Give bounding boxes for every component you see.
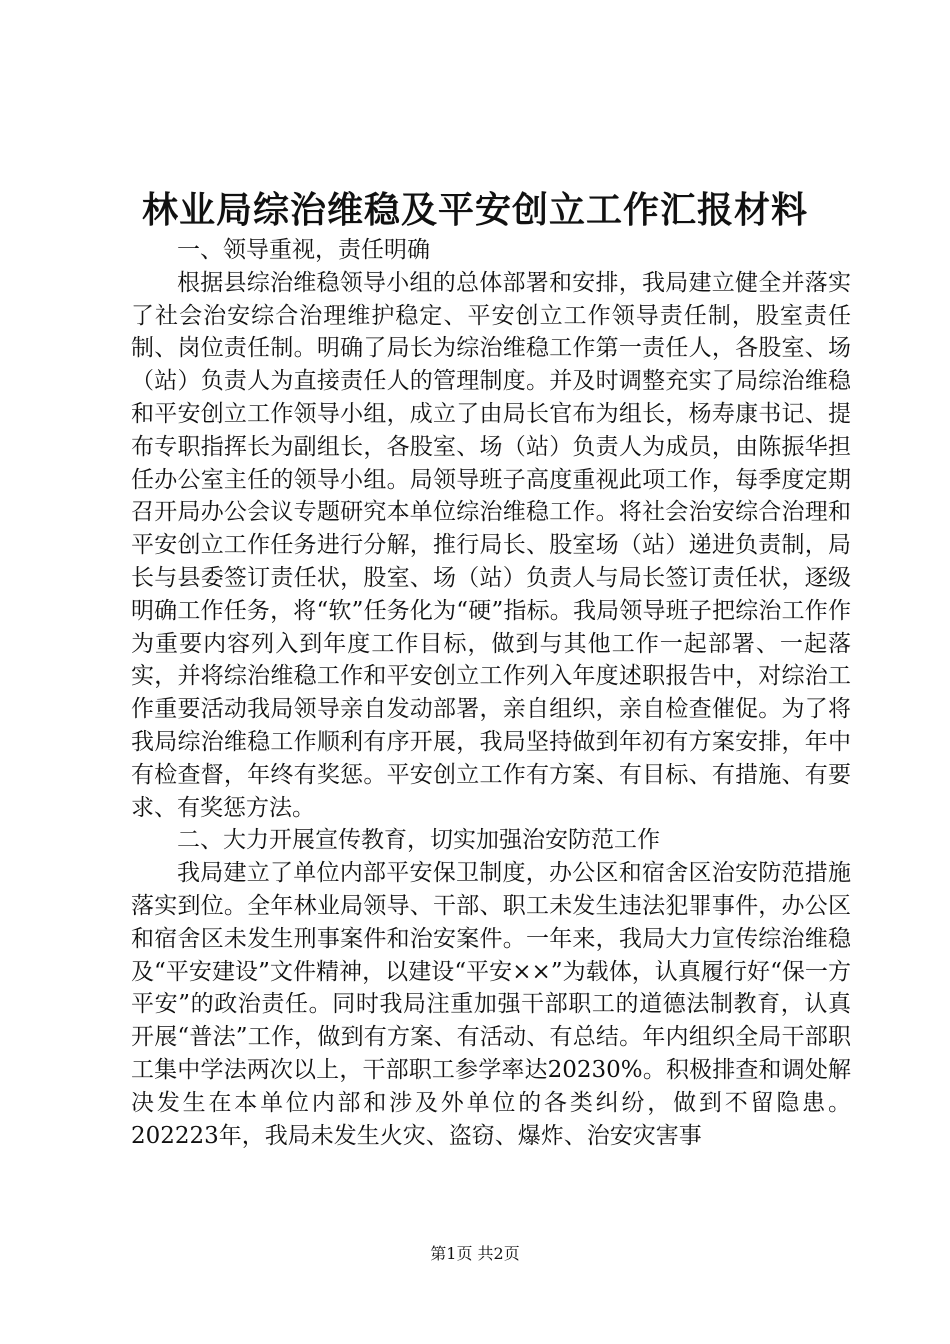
body-paragraph: 根据县综治维稳领导小组的总体部署和安排，我局建立健全并落实了社会治安综合治理维护稳定、平安创立工作领导责任制，股室责任制、岗位责任制。明确了局长为综治维稳工作第一责任人，各股室、场（站）负责人为直接责任人的管理制度。并及时调整充实了局综治维稳和平安创立工作领导小组，成立了由局长官布为组长，杨寿康书记、提布专职指挥长为副组长，各股室、场（站）负责人为成员，由陈振华担任办公室主任的领导小组。局领导班子高度重视此项工作，每季度定期召开局办公会议专题研究本单位综治维稳工作。将社会治安综合治理和平安创立工作任务进行分解，推行局长、股室场（站）递进负责制，局长与县委签订责任状，股室、场（站）负责人与局长签订责任状，逐级明确工作任务，将“软”任务化为“硬”指标。我局领导班子把综治工作作为重要内容列入到年度工作目标，做到与其他工作一起部署、一起落实，并将综治维稳工作和平安创立工作列入年度述职报告中，对综治工作重要活动我局领导亲自发动部署，亲自组织，亲自检查催促。为了将我局综治维稳工作顺利有序开展，我局坚持做到年初有方案安排，年中有检查督，年终有奖惩。平安创立工作有方案、有目标、有措施、有要求、有奖惩方法。: [131, 269, 851, 821]
body-paragraph: 我局建立了单位内部平安保卫制度，办公区和宿舍区治安防范措施落实到位。全年林业局领导、干部、职工未发生违法犯罪事件，办公区和宿舍区未发生刑事案件和治安案件。一年来，我局大力宣传综治维稳及“平安建设”文件精神，以建设“平安××”为载体，认真履行好“保一方平安”的政治责任。同时我局注重加强干部职工的道德法制教育，认真开展“普法”工作，做到有方案、有活动、有总结。年内组织全局干部职工集中学法两次以上，干部职工参学率达20230%。积极排查和调处解决发生在本单位内部和涉及外单位的各类纠纷，做到不留隐患。202223年，我局未发生火灾、盗窃、爆炸、治安灾害事: [131, 860, 851, 1149]
document-title: 林业局综治维稳及平安创立工作汇报材料: [141, 189, 808, 231]
document-body: [131, 234, 851, 1152]
section-heading: 一、领导重视，责任明确: [177, 237, 430, 263]
page-number-footer: 第1页 共2页: [430, 1244, 520, 1263]
section-heading: 二、大力开展宣传教育，切实加强治安防范工作: [177, 827, 660, 854]
